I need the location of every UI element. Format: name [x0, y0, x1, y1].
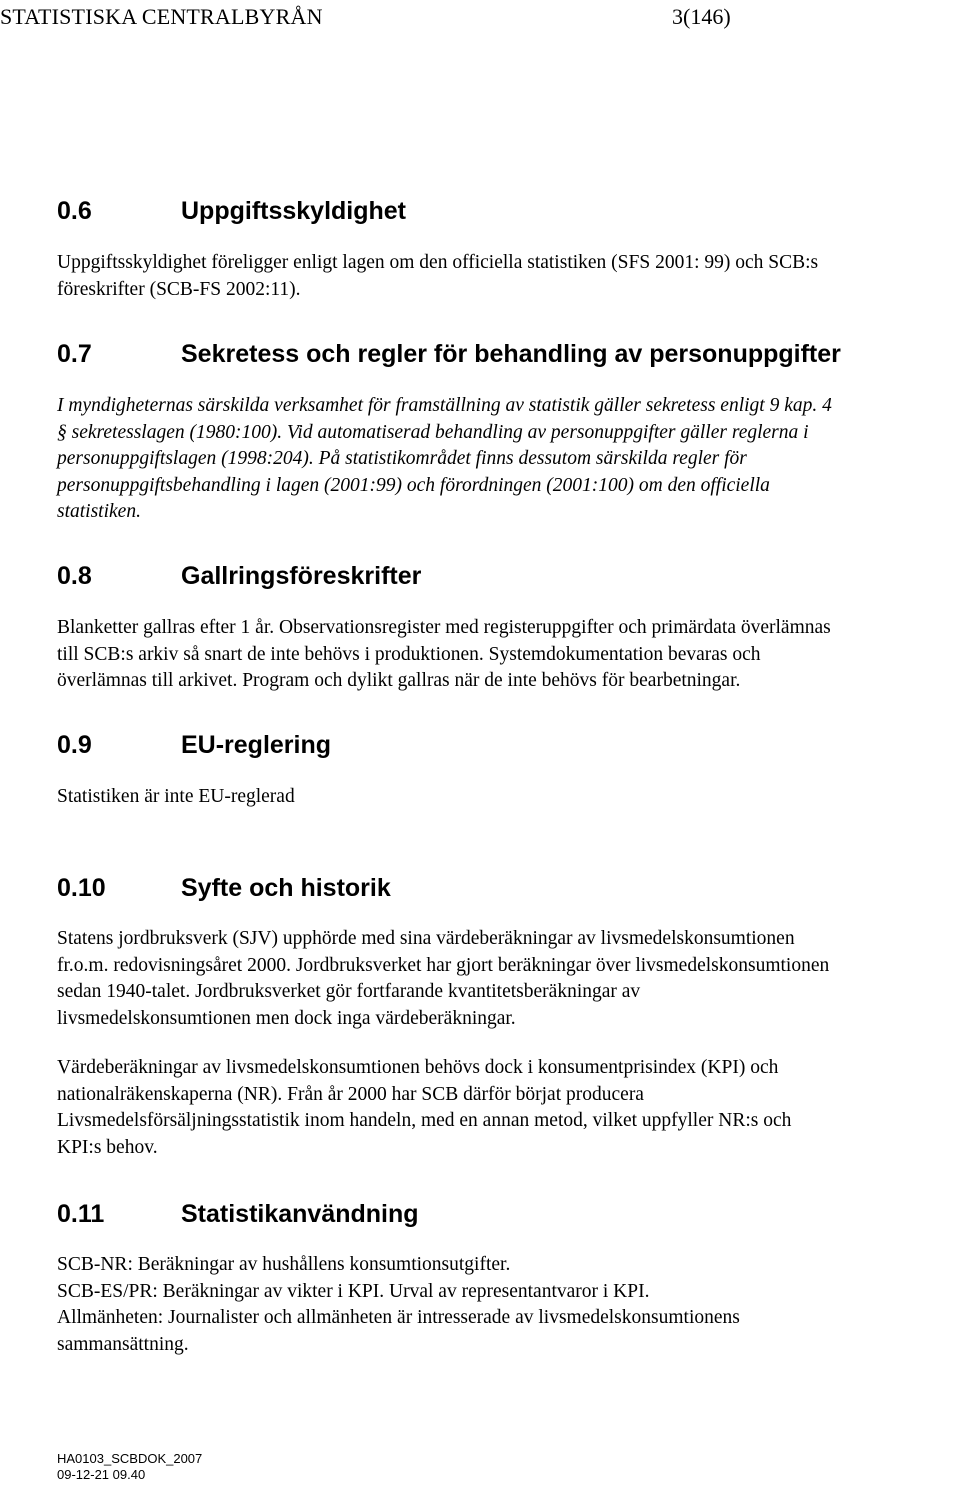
text-line: föreskrifter (SCB-FS 2002:11). [57, 278, 301, 300]
text-line: Värdeberäkningar av livsmedelskonsumtionen behövs dock i konsumentprisindex (KPI) och [57, 1057, 779, 1078]
text-line: KPI:s behov. [57, 1136, 158, 1158]
section-body-0-8 [57, 615, 831, 695]
text-line: till SCB:s arkiv så snart de inte behövs i produktionen. Systemdokumentation bevaras och [57, 643, 761, 665]
section-body-0-11 [57, 1252, 740, 1358]
text-line: överlämnas till arkivet. Program och dylikt gallras när de inte behövs för bearbetningar. [57, 670, 741, 691]
footer [57, 1451, 202, 1483]
header-page-number: 3(146) [672, 4, 731, 29]
text-line: statistiken. [57, 501, 141, 522]
text-line: Livsmedelsförsäljningsstatistik inom handeln, med en annan metod, vilket uppfyller NR:s och [57, 1110, 792, 1131]
section-body-0-7 [57, 393, 832, 526]
text-line: sedan 1940-talet. Jordbruksverket gör fortfarande kvantitetsberäkningar av [57, 981, 641, 1002]
text-line: SCB-ES/PR: Beräkningar av vikter i KPI. Urval av representantvaror i KPI. [57, 1280, 650, 1302]
text-line: livsmedelskonsumtionen men dock inga värdeberäkningar. [57, 1007, 516, 1029]
text-line: Blanketter gallras efter 1 år. Observationsregister med registeruppgifter och primärdata överlämnas [57, 617, 831, 638]
section-number: 0.11 [57, 1200, 105, 1228]
section-number: 0.8 [57, 562, 92, 590]
section-heading-0-8 [57, 562, 421, 591]
section-body-0-9 [57, 784, 295, 811]
section-heading-0-11 [57, 1200, 419, 1229]
section-heading-0-9 [57, 731, 331, 760]
section-body-0-10-paragraph-1 [57, 926, 829, 1032]
section-number: 0.7 [57, 340, 92, 368]
footer-datetime: 09-12-21 09.40 [57, 1467, 146, 1482]
section-number: 0.9 [57, 731, 92, 759]
text-line: fr.o.m. redovisningsåret 2000. Jordbruksverket har gjort beräkningar över livsmedelskonsumtionen [57, 954, 830, 976]
text-line: § sekretesslagen (1980:100). Vid automatiserad behandling av personuppgifter gäller reglerna i [57, 421, 809, 443]
text-line: Uppgiftsskyldighet föreligger enligt lagen om den officiella statistiken (SFS 2001: 99) och SCB:s [57, 252, 819, 273]
section-title: Gallringsföreskrifter [181, 562, 422, 590]
text-line: Statens jordbruksverk (SJV) upphörde med sina värdeberäkningar av livsmedelskonsumtionen [57, 928, 795, 949]
section-heading-0-7 [57, 340, 841, 369]
text-line: SCB-NR: Beräkningar av hushållens konsumtionsutgifter. [57, 1254, 511, 1275]
section-body-0-10-paragraph-2 [57, 1055, 791, 1161]
section-title: Uppgiftsskyldighet [181, 197, 407, 225]
header-organization: STATISTISKA CENTRALBYRÅN [0, 4, 323, 29]
section-heading-0-10 [57, 874, 391, 903]
section-heading-0-6 [57, 197, 406, 226]
text-line: sammansättning. [57, 1333, 189, 1355]
text-line: personuppgiftslagen (1998:204). På statistikområdet finns dessutom särskilda regler för [57, 448, 747, 469]
section-title: EU-reglering [181, 731, 332, 759]
section-title: Syfte och historik [181, 874, 391, 902]
section-title: Sekretess och regler för behandling av personuppgifter [181, 340, 841, 368]
text-line: nationalräkenskaperna (NR). Från år 2000 har SCB därför börjat producera [57, 1083, 644, 1105]
section-title: Statistikanvändning [181, 1200, 419, 1228]
section-number: 0.6 [57, 197, 92, 225]
section-number: 0.10 [57, 874, 106, 902]
text-line: personuppgiftsbehandling i lagen (2001:99) och förordningen (2001:100) om den officiella [57, 474, 770, 496]
text-line: I myndigheternas särskilda verksamhet för framställning av statistik gäller sekretess enligt 9 kap. 4 [57, 395, 832, 416]
footer-document-id: HA0103_SCBDOK_2007 [57, 1451, 203, 1466]
section-body-0-6 [57, 250, 818, 303]
text-line: Allmänheten: Journalister och allmänheten är intresserade av livsmedelskonsumtionens [57, 1307, 740, 1328]
text-line: Statistiken är inte EU-reglerad [57, 786, 295, 807]
